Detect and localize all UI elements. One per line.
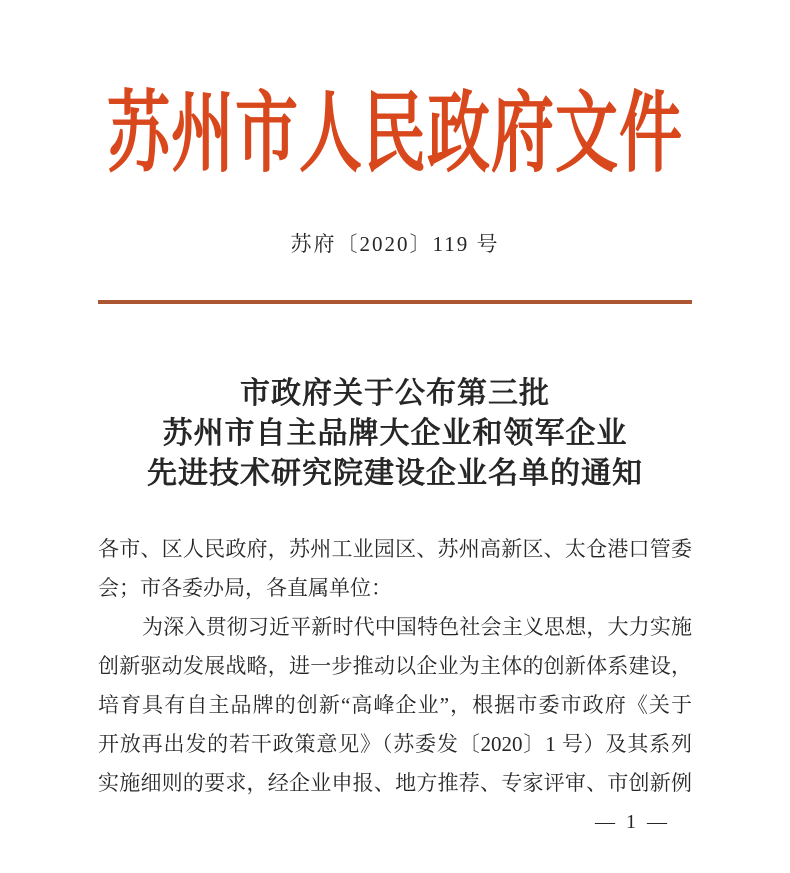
notice-title [98, 374, 692, 494]
body-line: 会；市各委办局，各直属单位： [98, 576, 392, 600]
document-number: 苏府〔2020〕119 号 [290, 232, 500, 256]
notice-title-line-2: 苏州市自主品牌大企业和领军企业 [162, 417, 628, 450]
notice-title-line-1: 市政府关于公布第三批 [240, 377, 550, 410]
body-line: 为深入贯彻习近平新时代中国特色社会主义思想，大力实施 [142, 615, 692, 639]
body-line: 培育具有自主品牌的创新“高峰企业”，根据市委市政府《关于 [98, 693, 692, 717]
page-number: — 1 — [595, 811, 670, 833]
document-body [98, 530, 692, 803]
body-line: 开放再出发的若干政策意见》（苏委发〔2020〕1 号）及其系列 [98, 732, 692, 756]
letterhead [98, 86, 692, 182]
body-line: 实施细则的要求，经企业申报、地方推荐、专家评审、市创新例 [98, 771, 692, 795]
document-content-column [98, 86, 692, 834]
notice-title-line-3: 先进技术研究院建设企业名单的通知 [147, 457, 643, 490]
page-footer [98, 811, 692, 834]
government-letterhead-title: 苏州市人民政府文件 [107, 85, 683, 183]
body-line: 创新驱动发展战略，进一步推动以企业为主体的创新体系建设， [98, 654, 692, 678]
body-line: 各市、区人民政府，苏州工业园区、苏州高新区、太仓港口管委 [98, 537, 692, 561]
red-separator-line [98, 300, 692, 304]
